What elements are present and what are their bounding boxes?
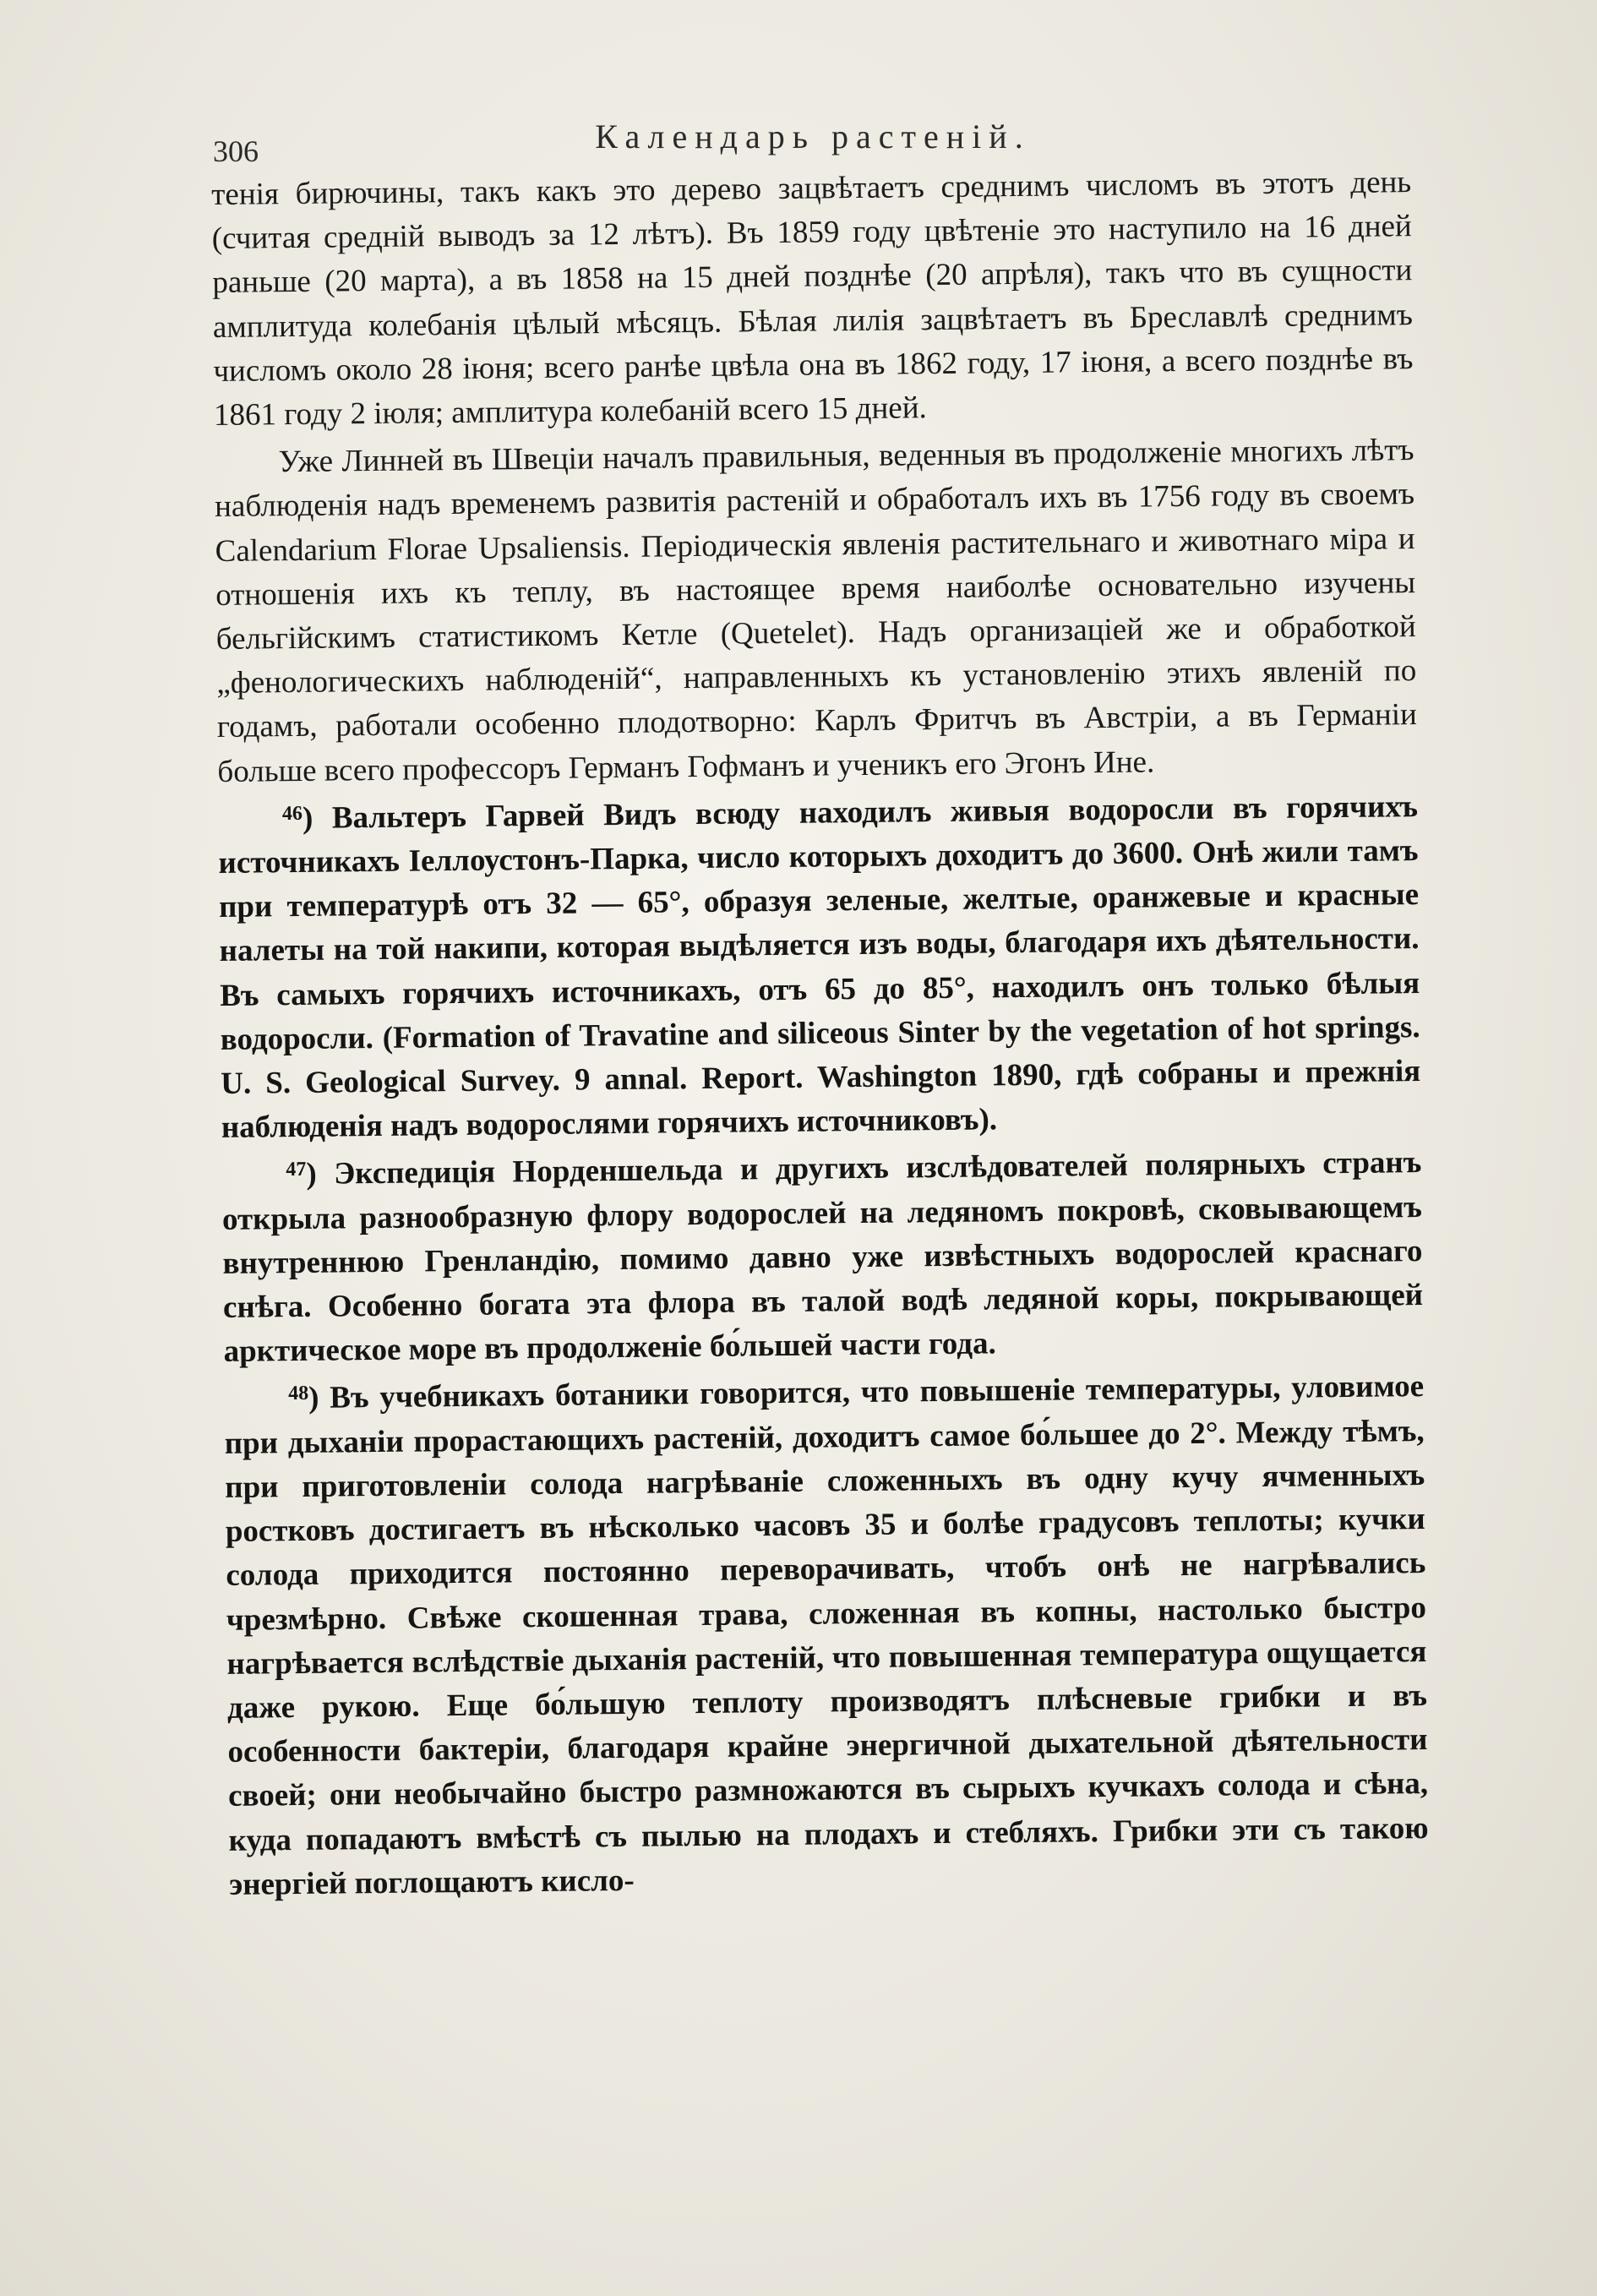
- page-header: [213, 117, 1413, 167]
- paragraph-continued: тенія бирючины, такъ какъ это дерево зацвѣтаетъ среднимъ числомъ въ этотъ день (считая средній выводъ за 12 лѣтъ). Въ 1859 году цвѣтеніе это наступило на 16 дней раньше (20 марта), а въ 1858 на 15 дней позднѣе (20 апрѣля), такъ что въ сущности амплитуда колебанія цѣлый мѣсяцъ. Бѣлая лилія зацвѣтаетъ въ Бреславлѣ среднимъ числомъ около 28 іюня; всего ранѣе цвѣла она въ 1862 году, 17 іюня, а всего позднѣе въ 1861 году 2 іюля; амплитура колебаній всего 15 дней.: [211, 165, 1414, 433]
- footnote-text: ) Экспедиція Норденшельда и другихъ изслѣдователей полярныхъ странъ открыла разнообразную флору водорослей на ледяномъ покровѣ, сковывающемъ внутреннюю Гренландію, помимо давно уже извѣстныхъ водорослей краснаго снѣга. Особенно богата эта флора въ талой водѣ ледяной коры, покрывающей арктическое море въ продолженіе бо́льшей части года.: [221, 1145, 1424, 1370]
- footnote-mark: 48: [287, 1383, 309, 1405]
- footnote-text: ) Вальтеръ Гарвей Видъ всюду находилъ живыя водоросли въ горячихъ источникахъ Іеллоустонъ-Парка, число которыхъ доходитъ до 3600. Онѣ жили тамъ при температурѣ отъ 32 — 65°, образуя зеленые, желтые, оранжевые и красные налеты на той накипи, которая выдѣляется изъ воды, благодаря ихъ дѣятельности. Въ самыхъ горячихъ источникахъ, отъ 65 до 85°, находилъ онъ только бѣлыя водоросли. (Formation of Travatine and siliceous Sinter by the vegetation of hot springs. U. S. Geological Survey. 9 annal. Report. Washington 1890, гдѣ собраны и прежнія наблюденія надъ водорослями горячихъ источниковъ).: [218, 788, 1421, 1146]
- footnote-mark: 46: [281, 802, 303, 826]
- footnote-47: [221, 1142, 1424, 1375]
- footnote-mark: 47: [286, 1159, 307, 1181]
- footnote-46: [218, 785, 1421, 1150]
- page-body: [211, 161, 1429, 1911]
- running-head: Календарь растеній.: [595, 117, 1031, 155]
- page-number: 306: [213, 134, 259, 168]
- footnote-text: ) Въ учебникахъ ботаники говорится, что повышеніе температуры, уловимое при дыханіи прорастающихъ растеній, доходитъ самое бо́льшее до 2°. Между тѣмъ, при приготовленіи солода нагрѣваніе сложенныхъ въ одну кучу ячменныхъ ростковъ достигаетъ въ нѣсколько часовъ 35 и болѣе градусовъ теплоты; кучки солода приходится постоянно переворачивать, чтобъ онѣ не нагрѣвались чрезмѣрно. Свѣже скошенная трава, сложенная въ копны, настолько быстро нагрѣвается вслѣдствіе дыханія растеній, что повышенная температура ощущается даже рукою. Еще бо́льшую теплоту производятъ плѣсневые грибки и въ особенности бактеріи, благодаря крайне энергичной дыхательной дѣятельности своей; они необычайно быстро размножаются въ сырыхъ кучкахъ солода и сѣна, куда попадаютъ вмѣстѣ съ пылью на плодахъ и стебляхъ. Грибки эти съ такою энергіей поглощаютъ кисло-: [224, 1369, 1429, 1902]
- footnote-48: [224, 1366, 1429, 1907]
- paragraph-linnaeus: Уже Линней въ Швеціи началъ правильныя, веденныя въ продолженіе многихъ лѣтъ наблюденія надъ временемъ развитія растеній и обработалъ ихъ въ 1756 году въ своемъ Calendarium Florae Upsaliensis. Періодическія явленія растительнаго и животнаго міра и отношенія ихъ къ теплу, въ настоящее время наиболѣе основательно изучены бельгійскимъ статистикомъ Кетле (Quetelet). Надъ организаціей же и обработкой „фенологическихъ наблюденій“, направленныхъ къ установленію этихъ явленій по годамъ, работали особенно плодотворно: Карлъ Фритчъ въ Австріи, а въ Германіи больше всего профессоръ Германъ Гофманъ и ученикъ его Эгонъ Ине.: [214, 433, 1418, 789]
